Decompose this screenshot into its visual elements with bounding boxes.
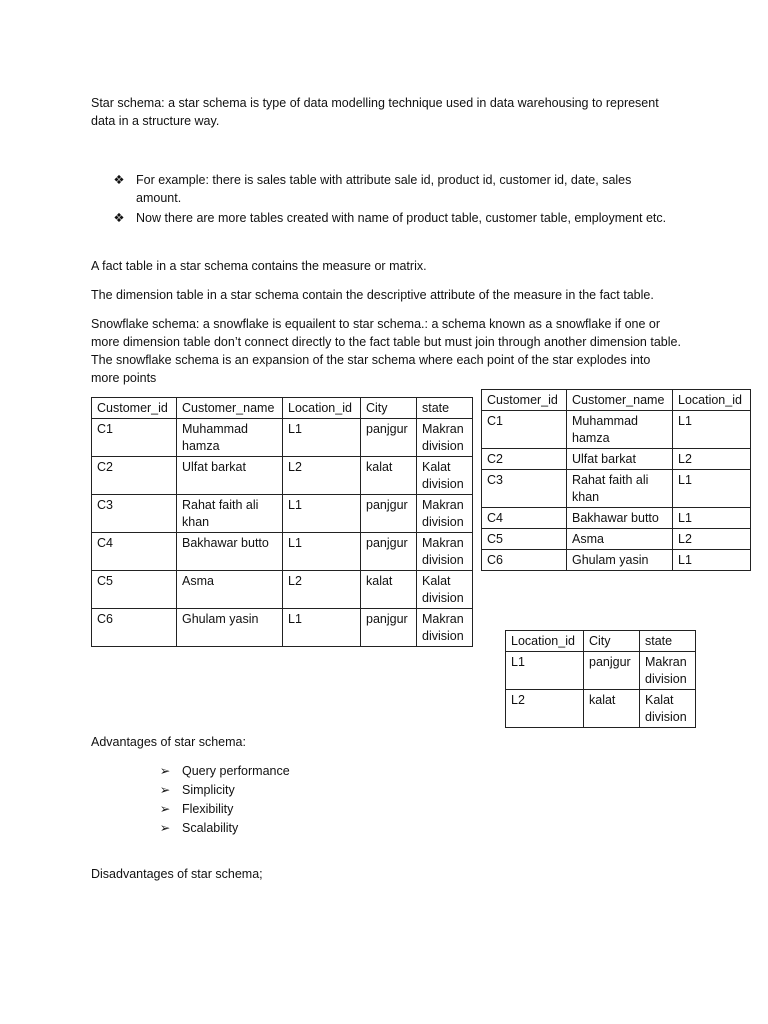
table-cell: Makran division (417, 533, 473, 571)
snowflake-paragraph: Snowflake schema: a snowflake is equailent to star schema.: a schema known as a snowflake if one or more dimension table don’t connect directly to the fact table but must join through another dimension table. The snowflake schema is an expansion of the star schema where each point of the star explodes into more points (91, 317, 681, 385)
table-cell: C3 (482, 470, 567, 508)
list-item (112, 171, 672, 207)
table-row (92, 533, 473, 571)
table-cell: L1 (673, 508, 751, 529)
table-cell: Rahat faith ali khan (567, 470, 673, 508)
table-cell: L2 (673, 449, 751, 470)
advantages-heading: Advantages of star schema: (91, 735, 246, 749)
header-cell: Customer_name (567, 390, 673, 411)
dimension-table-paragraph: The dimension table in a star schema contain the descriptive attribute of the measure in the fact table. (91, 288, 654, 302)
table-row (92, 609, 473, 647)
table-row (92, 495, 473, 533)
table-cell: Makran division (417, 495, 473, 533)
table-cell: L1 (283, 495, 361, 533)
table-cell: Kalat division (417, 571, 473, 609)
table-cell: L1 (283, 609, 361, 647)
table-row (506, 652, 696, 690)
header-cell: Location_id (283, 398, 361, 419)
table-cell: Makran division (640, 652, 696, 690)
diamond-bullet-icon: ❖ (113, 173, 125, 187)
table-row (482, 411, 751, 449)
table-cell: L2 (283, 457, 361, 495)
table-row (482, 470, 751, 508)
list-item (112, 209, 672, 227)
table-cell: Muhammad hamza (567, 411, 673, 449)
table-row (506, 690, 696, 728)
header-cell: Customer_id (482, 390, 567, 411)
bullet-text: Query performance (182, 764, 290, 778)
table-cell: Ulfat barkat (567, 449, 673, 470)
arrow-bullet-icon: ➢ (159, 821, 171, 835)
table-cell: Asma (177, 571, 283, 609)
table-cell: C3 (92, 495, 177, 533)
table-cell: panjgur (361, 419, 417, 457)
table-cell: L2 (283, 571, 361, 609)
table-cell: Muhammad hamza (177, 419, 283, 457)
header-cell: City (361, 398, 417, 419)
table-cell: Kalat division (417, 457, 473, 495)
table-row (92, 419, 473, 457)
table-cell: panjgur (584, 652, 640, 690)
table-cell: Kalat division (640, 690, 696, 728)
table-cell: C6 (92, 609, 177, 647)
list-item (158, 819, 718, 837)
table-cell: C2 (92, 457, 177, 495)
table-row (92, 457, 473, 495)
table-cell: C2 (482, 449, 567, 470)
arrow-bullet-icon: ➢ (159, 783, 171, 797)
table-cell: panjgur (361, 495, 417, 533)
table-cell: Ulfat barkat (177, 457, 283, 495)
table-cell: C5 (92, 571, 177, 609)
table-cell: L1 (673, 411, 751, 449)
table-cell: kalat (584, 690, 640, 728)
disadvantages-heading: Disadvantages of star schema; (91, 867, 263, 881)
table-cell: C1 (92, 419, 177, 457)
table-header-row (506, 631, 696, 652)
list-item (158, 762, 718, 780)
table-cell: L1 (673, 470, 751, 508)
table-cell: Ghulam yasin (177, 609, 283, 647)
table-cell: Makran division (417, 419, 473, 457)
table-cell: C5 (482, 529, 567, 550)
table-cell: L2 (506, 690, 584, 728)
table-cell: Asma (567, 529, 673, 550)
table-cell: L1 (506, 652, 584, 690)
bullet-text: Scalability (182, 821, 239, 835)
list-item (158, 781, 718, 799)
header-cell: state (640, 631, 696, 652)
table-row (482, 449, 751, 470)
header-cell: City (584, 631, 640, 652)
header-cell: state (417, 398, 473, 419)
table-row (482, 508, 751, 529)
header-cell: Location_id (673, 390, 751, 411)
table-cell: Bakhawar butto (177, 533, 283, 571)
bullet-text: Now there are more tables created with name of product table, customer table, employment etc. (136, 211, 667, 225)
fact-table-paragraph: A fact table in a star schema contains the measure or matrix. (91, 259, 427, 273)
diamond-bullet-icon: ❖ (113, 211, 125, 225)
table-cell: L1 (283, 419, 361, 457)
table-row (482, 529, 751, 550)
table-cell: C4 (482, 508, 567, 529)
table-row (92, 571, 473, 609)
table-cell: kalat (361, 457, 417, 495)
table-header-row (482, 390, 751, 411)
table-cell: L1 (283, 533, 361, 571)
arrow-bullet-icon: ➢ (159, 764, 171, 778)
arrow-bullet-icon: ➢ (159, 802, 171, 816)
table-cell: L1 (673, 550, 751, 571)
header-cell: Customer_id (92, 398, 177, 419)
intro-paragraph: Star schema: a star schema is type of data modelling technique used in data warehousing to represent data in a structure way. (91, 96, 659, 128)
example-bullet-list (112, 171, 672, 227)
header-cell: Customer_name (177, 398, 283, 419)
table-cell: C4 (92, 533, 177, 571)
table-cell: L2 (673, 529, 751, 550)
table-cell: panjgur (361, 533, 417, 571)
table-cell: kalat (361, 571, 417, 609)
advantages-list (158, 762, 718, 837)
bullet-text: Flexibility (182, 802, 234, 816)
table-cell: C1 (482, 411, 567, 449)
table-cell: Ghulam yasin (567, 550, 673, 571)
table-cell: Rahat faith ali khan (177, 495, 283, 533)
table-header-row (92, 398, 473, 419)
table-cell: C6 (482, 550, 567, 571)
header-cell: Location_id (506, 631, 584, 652)
table-row (482, 550, 751, 571)
bullet-text: For example: there is sales table with attribute sale id, product id, customer id, date, sales amount. (136, 173, 632, 205)
star-schema-table (91, 397, 473, 647)
table-cell: Bakhawar butto (567, 508, 673, 529)
list-item (158, 800, 718, 818)
bullet-text: Simplicity (182, 783, 235, 797)
table-cell: panjgur (361, 609, 417, 647)
customer-dimension-table (481, 389, 751, 571)
location-dimension-table (505, 630, 696, 728)
table-cell: Makran division (417, 609, 473, 647)
